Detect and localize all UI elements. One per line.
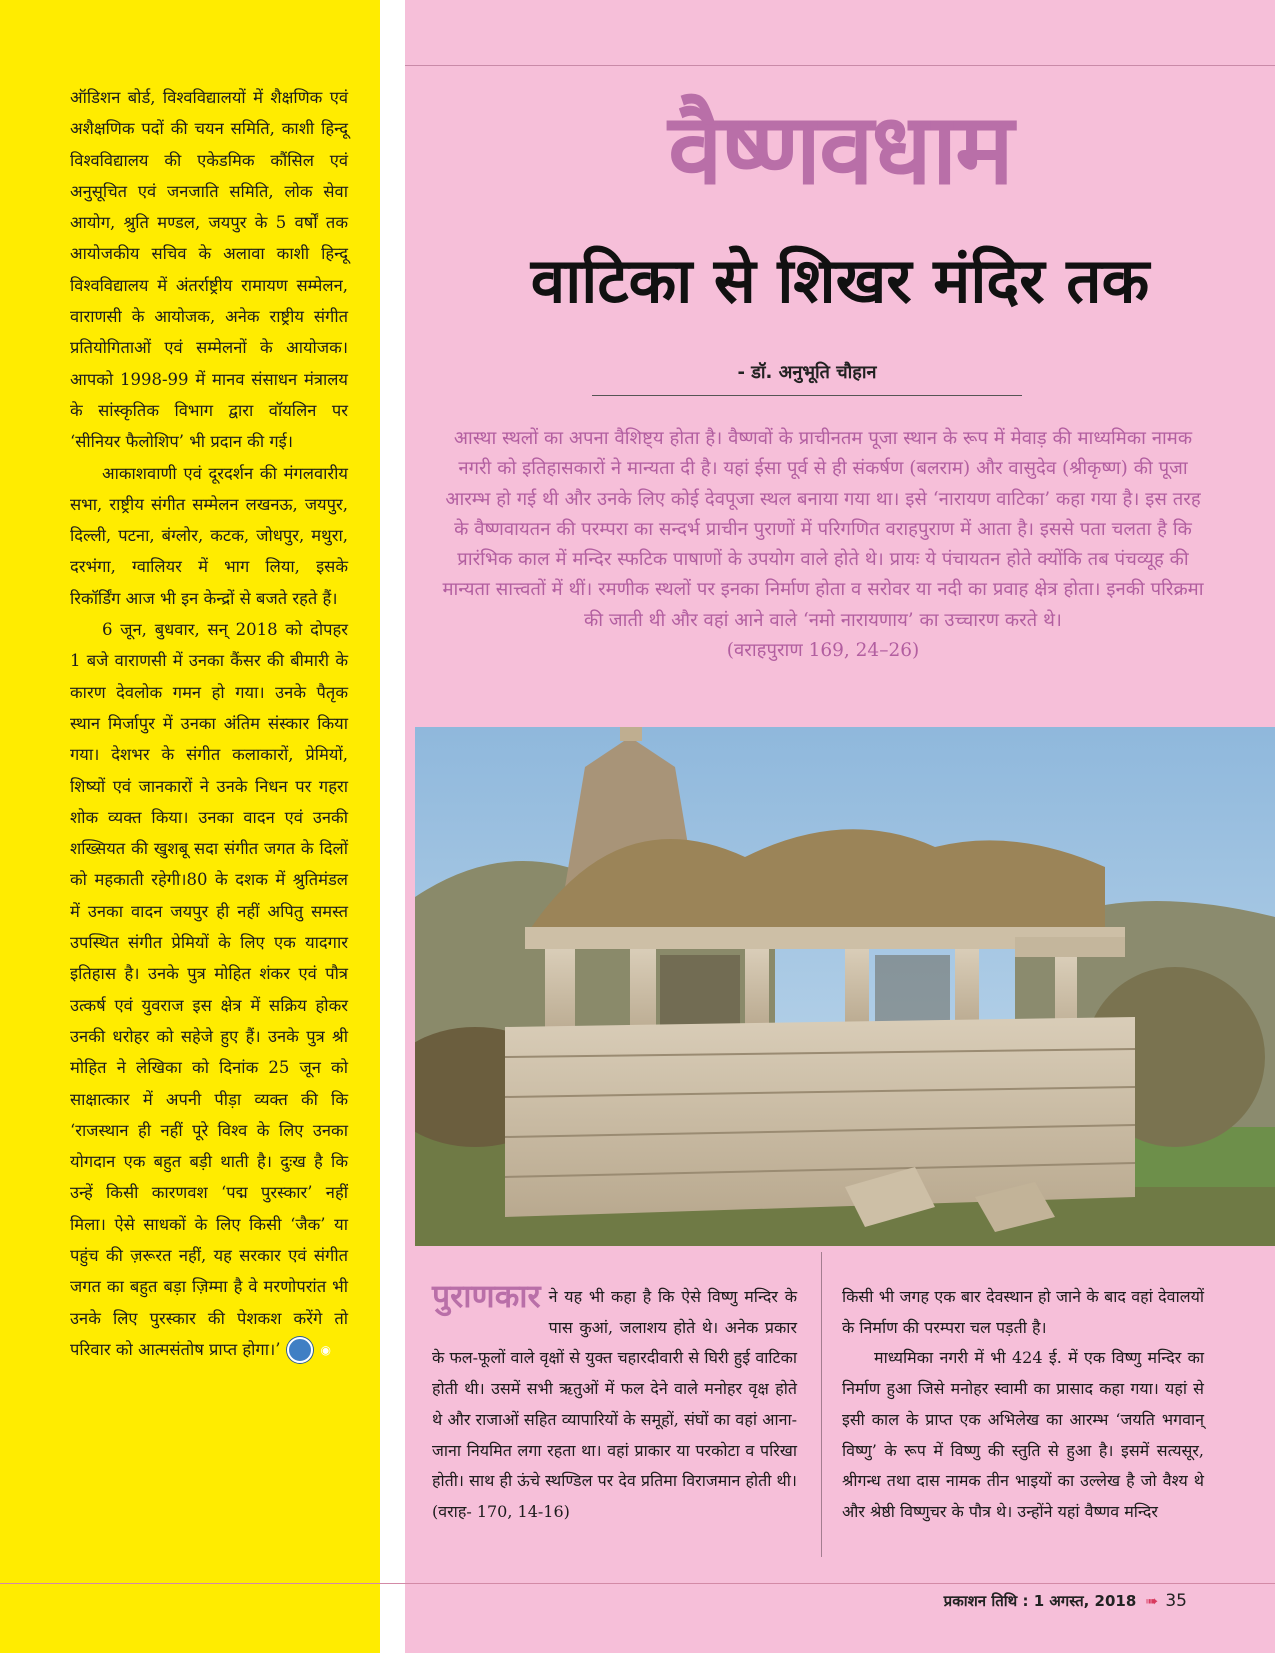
arrow-icon: ➠ [1145,1592,1159,1610]
body-column-1-paragraph [432,1277,797,1528]
left-paragraph-2: आकाशवाणी एवं दूरदर्शन की मंगलवारीय सभा, राष्ट्रीय संगीत सम्मेलन लखनऊ, जयपुर, दिल्ली, पटना, बंग्लोर, कटक, जोधपुर, मथुरा, दरभंगा, ग्वालियर में भाग लिया, इसके रिकॉर्डिंग आज भी इन केन्द्रों से बजते रहते हैं। [70,463,348,608]
top-rule [405,65,1275,66]
article-title: वैष्णवधाम [668,93,1012,207]
left-paragraph-3-text: 6 जून, बुधवार, सन् 2018 को दोपहर 1 बजे वाराणसी में उनका कैंसर की बीमारी के कारण देवलोक गमन हो गया। उनके पैतृक स्थान मिर्जापुर में उनका अंतिम संस्कार किया गया। देशभर के संगीत कलाकारों, प्रेमियों, शिष्यों एवं जानकारों ने उनके निधन पर गहरा शोक व्यक्त किया। उनका वादन एवं उनकी शख्सियत की खुशबू सदा संगीत जगत के दिलों को महकाती रहेगी।80 के दशक में श्रुतिमंडल में उनका वादन जयपुर ही नहीं अपितु समस्त उपस्थित संगीत प्रेमियों के लिए एक यादगार इतिहास है। उनके पुत्र मोहित शंकर एवं पौत्र उत्कर्ष एवं युवराज इस क्षेत्र में सक्रिय होकर उनकी धरोहर को सहेजे हुए हैं। उनके पुत्र श्री मोहित ने लेखिका को दिनांक 25 जून को साक्षात्कार में अपनी पीड़ा व्यक्त की कि ‘राजस्थान ही नहीं पूरे विश्व के लिए उनका योगदान एक बहुत बड़ी थाती है। दुःख है कि उन्हें किसी कारणवश ‘पद्म पुरस्कार’ नहीं मिला। ऐसे साधकों के लिए किसी ‘जैक’ या पहुंच की ज़रूरत नहीं, यह सरकार एवं संगीत जगत का बहुत बड़ा ज़िम्मा है वे मरणोपरांत भी उनके लिए पुरस्कार की पेशकश करेंगे तो परिवार को आत्मसंतोष प्राप्त होगा।’ [70,620,348,1359]
lead-word: पुराणकार [432,1277,541,1315]
body-column-2-paragraph-1: किसी भी जगह एक बार देवस्थान हो जाने के बाद वहां देवालयों के निर्माण की परम्परा चल पड़ती है। [842,1287,1204,1337]
left-paragraph-1: ऑडिशन बोर्ड, विश्वविद्यालयों में शैक्षणिक एवं अशैक्षणिक पदों की चयन समिति, काशी हिन्दू विश्वविद्यालय की एकेडमिक कौंसिल एवं अनुसूचित एवं जनजाति समिति, लोक सेवा आयोग, श्रुति मण्डल, जयपुर के 5 वर्षों तक आयोजकीय सचिव के अलावा काशी हिन्दू विश्वविद्यालय में अंतर्राष्ट्रीय रामायण सम्मेलन, वाराणसी के आयोजक, अनेक राष्ट्रीय संगीत प्रतियोगिताओं एवं सम्मेलनों के आयोजक। आपको 1998-99 में मानव संसाधन मंत्रालय के सांस्कृतिक विभाग द्वारा वॉयलिन पर ‘सीनियर फैलोशिप’ भी प्रदान की गई। [70,88,348,452]
bottom-rule [0,1583,1275,1584]
intro-text: आस्था स्थलों का अपना वैशिष्ट्य होता है। वैष्णवों के प्राचीनतम पूजा स्थान के रूप में मेवाड़ की माध्यमिका नामक नगरी को इतिहासकारों ने मान्यता दी है। यहां ईसा पूर्व से ही संकर्षण (बलराम) और वासुदेव (श्रीकृष्ण) की पूजा आरम्भ हो गई थी और उनके लिए कोई देवपूजा स्थल बनाया गया था। इसे ‘नारायण वाटिका’ कहा गया है। इस तरह के वैष्णवायतन की परम्परा का सन्दर्भ प्राचीन पुराणों में परिगणित वराहपुराण में आता है। इससे पता चलता है कि प्रारंभिक काल में मन्दिर स्फटिक पाषाणों के उपयोग वाले होते थे। प्रायः ये पंचायतन होते क्योंकि तब पंचव्यूह की मान्यता सात्त्वतों में थीं। रमणीक स्थलों पर इनका निर्माण होता व सरोवर या नदी का प्रवाह क्षेत्र होता। इनकी परिक्रमा की जाती थी और वहां आने वाले ‘नमो नारायणाय’ का उच्चारण करते थे। [442,428,1204,631]
article-subtitle: वाटिका से शिखर मंदिर तक [530,244,1150,317]
left-paragraph-3 [70,614,348,1365]
article-author: - डॉ. अनुभूति चौहान [737,362,877,383]
publication-date: प्रकाशन तिथि : 1 अगस्त, 2018 [943,1592,1137,1610]
page-footer [944,1588,1187,1614]
body-column-1-text: ने यह भी कहा है कि ऐसे विष्णु मन्दिर के पास कुआं, जलाशय होते थे। अनेक प्रकार के फल-फूलों वाले वृक्षों से युक्त चहारदीवारी से घिरी हुई वाटिका होती थी। उसमें सभी ऋतुओं में फल देने वाले मनोहर वृक्ष होते थे और राजाओं सहित व्यापारियों के समूहों, संघों का वहां आना-जाना नियमित लगा रहता था। वहां प्राकार या परकोटा व परिखा होती। साथ ही ऊंचे स्थण्डिल पर देव प्रतिमा विराजमान होती थी। (वराह- 170, 14-16) [432,1287,797,1521]
article-intro [438,424,1208,666]
left-column-text [70,82,348,1365]
body-column-1 [432,1277,797,1528]
body-column-2-paragraph-2: माध्यमिका नगरी में भी 424 ई. में एक विष्णु मन्दिर का निर्माण हुआ जिसे मनोहर स्वामी का प्रासाद कहा गया। यहां से इसी काल के प्राप्त एक अभिलेख का आरम्भ ‘जयति भगवान् विष्णु’ के रूप में विष्णु की स्तुति से हुआ है। इसमें सत्यसूर, श्रीगन्ध तथा दास नामक तीन भाइयों का उल्लेख है जो वैश्य थे और श्रेष्ठी विष्णुचर के पौत्र थे। उन्होंने यहां वैष्णव मन्दिर [842,1348,1204,1521]
temple-ruin-photo [415,727,1275,1246]
author-rule [592,395,1022,396]
body-column-2 [842,1282,1204,1528]
page-number: 35 [1165,1591,1187,1611]
column-divider [821,1252,822,1557]
intro-citation: (वराहपुराण 169, 24–26) [726,640,920,662]
magazine-logo-icon: ◉ [287,1337,313,1363]
